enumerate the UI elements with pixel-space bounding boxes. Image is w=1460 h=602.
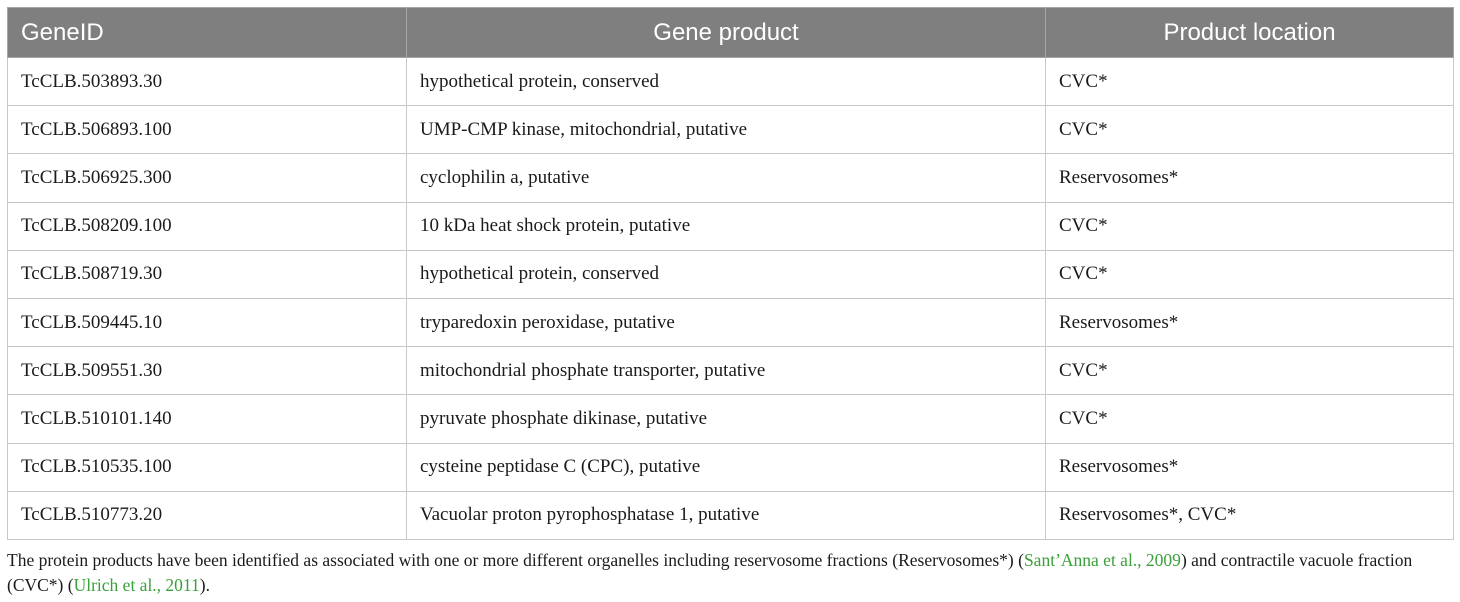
- cell-product-location: CVC*: [1046, 395, 1454, 443]
- cell-gene-id: TcCLB.510101.140: [8, 395, 407, 443]
- table-row: [8, 154, 1454, 202]
- cell-gene-product: hypothetical protein, conserved: [407, 58, 1046, 106]
- cell-gene-id: TcCLB.509551.30: [8, 347, 407, 395]
- cell-gene-product: hypothetical protein, conserved: [407, 250, 1046, 298]
- cell-gene-product: 10 kDa heat shock protein, putative: [407, 202, 1046, 250]
- cell-gene-product: cyclophilin a, putative: [407, 154, 1046, 202]
- table-row: [8, 106, 1454, 154]
- cell-product-location: CVC*: [1046, 106, 1454, 154]
- cell-gene-id: TcCLB.510535.100: [8, 443, 407, 491]
- footnote-text-3: ).: [199, 575, 210, 595]
- cell-gene-product: tryparedoxin peroxidase, putative: [407, 298, 1046, 346]
- gene-table-container: [7, 7, 1453, 540]
- footnote-text-1: The protein products have been identified as associated with one or more different organelles including reservosome fractions (Reservosomes*) (: [7, 550, 1024, 570]
- table-row: [8, 250, 1454, 298]
- cell-product-location: Reservosomes*, CVC*: [1046, 491, 1454, 539]
- reference-link-ulrich-2011[interactable]: Ulrich et al., 2011: [73, 575, 200, 595]
- cell-gene-id: TcCLB.509445.10: [8, 298, 407, 346]
- cell-product-location: Reservosomes*: [1046, 154, 1454, 202]
- table-footnote: [7, 548, 1453, 598]
- header-product-location: Product location: [1046, 8, 1454, 58]
- cell-product-location: CVC*: [1046, 202, 1454, 250]
- header-gene-id: GeneID: [8, 8, 407, 58]
- cell-product-location: Reservosomes*: [1046, 298, 1454, 346]
- table-row: [8, 202, 1454, 250]
- cell-gene-product: pyruvate phosphate dikinase, putative: [407, 395, 1046, 443]
- gene-table: [7, 7, 1454, 540]
- cell-product-location: CVC*: [1046, 58, 1454, 106]
- table-header-row: [8, 8, 1454, 58]
- cell-gene-id: TcCLB.510773.20: [8, 491, 407, 539]
- cell-gene-product: cysteine peptidase C (CPC), putative: [407, 443, 1046, 491]
- cell-gene-product: UMP-CMP kinase, mitochondrial, putative: [407, 106, 1046, 154]
- cell-gene-id: TcCLB.508719.30: [8, 250, 407, 298]
- table-row: [8, 443, 1454, 491]
- table-row: [8, 491, 1454, 539]
- table-row: [8, 298, 1454, 346]
- cell-gene-id: TcCLB.503893.30: [8, 58, 407, 106]
- table-row: [8, 395, 1454, 443]
- cell-gene-id: TcCLB.508209.100: [8, 202, 407, 250]
- reference-link-santanna-2009[interactable]: Sant’Anna et al., 2009: [1023, 550, 1181, 570]
- cell-gene-product: mitochondrial phosphate transporter, putative: [407, 347, 1046, 395]
- table-row: [8, 58, 1454, 106]
- cell-gene-product: Vacuolar proton pyrophosphatase 1, putative: [407, 491, 1046, 539]
- table-row: [8, 347, 1454, 395]
- cell-product-location: CVC*: [1046, 250, 1454, 298]
- cell-gene-id: TcCLB.506893.100: [8, 106, 407, 154]
- cell-gene-id: TcCLB.506925.300: [8, 154, 407, 202]
- footnote-text-2: ) and contractile vacuole fraction (CVC*) (: [7, 550, 1413, 595]
- cell-product-location: CVC*: [1046, 347, 1454, 395]
- cell-product-location: Reservosomes*: [1046, 443, 1454, 491]
- header-gene-product: Gene product: [407, 8, 1046, 58]
